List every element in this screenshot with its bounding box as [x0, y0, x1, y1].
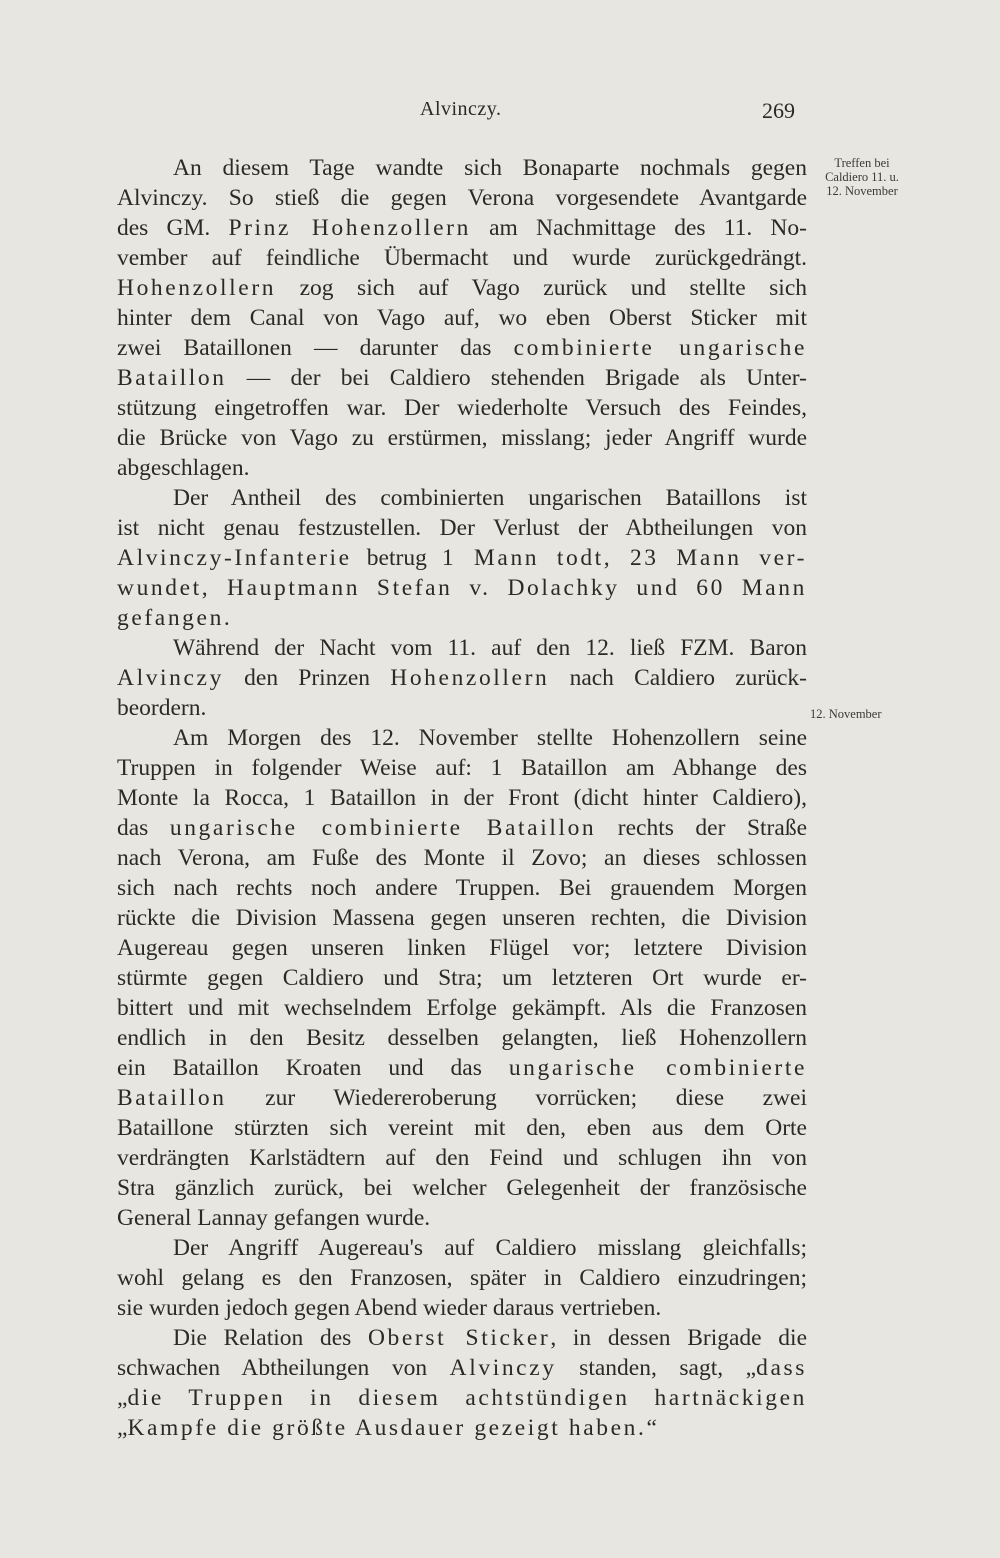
text-segment: , in dessen Brigade die	[550, 1325, 808, 1351]
spaced-text: Alvinczy	[117, 665, 224, 691]
text-line	[117, 813, 807, 843]
text-segment: Truppen in folgender Weise auf: 1 Bataillon am Abhange des	[117, 755, 807, 781]
text-segment: Am Morgen des 12. November stellte Hohenzollern seine	[173, 725, 807, 751]
text-segment: abgeschlagen.	[117, 455, 250, 481]
text-segment: Stra gänzlich zurück, bei welcher Gelegenheit der französische	[117, 1175, 807, 1201]
text-segment: stützung eingetroffen war. Der wiederholte Versuch des Feindes,	[117, 395, 807, 421]
text-segment: Alvinczy. So stieß die gegen Verona vorgesendete Avantgarde	[117, 185, 807, 211]
text-line	[117, 873, 807, 903]
text-line	[117, 723, 807, 753]
margin-note-november: 12. November	[810, 707, 882, 721]
text-segment: hinter dem Canal von Vago auf, wo eben Oberst Sticker mit	[117, 305, 807, 331]
text-segment: schwachen Abtheilungen von	[117, 1355, 450, 1381]
text-line	[117, 1353, 807, 1383]
text-line	[117, 1293, 807, 1323]
text-line	[117, 1383, 807, 1413]
text-line	[117, 603, 807, 633]
text-line	[117, 1323, 807, 1353]
text-line	[117, 1113, 807, 1143]
text-line	[117, 783, 807, 813]
text-line	[117, 933, 807, 963]
margin-note-line: Treffen bei	[834, 156, 890, 170]
text-segment: bittert und mit wechselndem Erfolge gekämpft. Als die Franzosen	[117, 995, 807, 1021]
spaced-text: Oberst Sticker	[367, 1325, 551, 1351]
text-line	[117, 1053, 807, 1083]
spaced-text: wundet, Hauptmann Stefan v. Dolachky und 60 Mann	[117, 575, 807, 601]
spaced-text: ungarische combinierte	[508, 1055, 807, 1081]
text-line	[117, 1263, 807, 1293]
text-segment: betrug	[351, 545, 442, 571]
spaced-text: Bataillon	[117, 365, 227, 391]
text-segment: sie wurden jedoch gegen Abend wieder daraus vertrieben.	[117, 1295, 662, 1321]
margin-note-line: Caldiero 11. u.	[825, 170, 899, 184]
text-segment: rückte die Division Massena gegen unseren rechten, die Division	[117, 905, 807, 931]
text-segment: vember auf feindliche Übermacht und wurde zurückgedrängt.	[117, 245, 807, 271]
text-segment: Der Angriff Augereau's auf Caldiero misslang gleichfalls;	[173, 1235, 807, 1261]
text-line	[117, 393, 807, 423]
spaced-text: Prinz Hohenzollern	[228, 215, 471, 241]
text-segment: am Nachmittage des 11. No-	[470, 215, 807, 241]
text-segment: zog sich auf Vago zurück und stellte sich	[276, 275, 807, 301]
text-segment: Bataillone stürzten sich vereint mit den, eben aus dem Orte	[117, 1115, 807, 1141]
text-segment: das	[117, 815, 170, 841]
text-segment: Der Antheil des combinierten ungarischen Bataillons ist	[173, 485, 807, 511]
text-line	[117, 1203, 807, 1233]
text-line	[117, 513, 807, 543]
text-line	[117, 993, 807, 1023]
text-segment: des GM.	[117, 215, 229, 241]
text-line	[117, 243, 807, 273]
text-line	[117, 1143, 807, 1173]
spaced-text: Alvinczy-Infanterie	[117, 545, 352, 571]
text-segment: rechts der Straße	[596, 815, 807, 841]
text-line	[117, 483, 807, 513]
text-line	[117, 333, 807, 363]
text-line	[117, 543, 807, 573]
text-line	[117, 303, 807, 333]
text-segment: nach Caldiero zurück-	[549, 665, 808, 691]
spaced-text: Hohenzollern	[390, 665, 550, 691]
text-segment: Monte la Rocca, 1 Bataillon in der Front (dicht hinter Caldiero),	[117, 785, 807, 811]
text-segment: die Brücke von Vago zu erstürmen, misslang; jeder Angriff wurde	[117, 425, 807, 451]
page-number: 269	[762, 98, 795, 123]
text-segment: Während der Nacht vom 11. auf den 12. ließ FZM. Baron	[173, 635, 807, 661]
text-segment: verdrängten Karlstädtern auf den Feind und schlugen ihn von	[117, 1145, 807, 1171]
text-segment: zwei Bataillonen — darunter das	[117, 335, 514, 361]
text-segment: ist nicht genau festzustellen. Der Verlust der Abtheilungen von	[117, 515, 807, 541]
spaced-text: 1 Mann todt, 23 Mann ver-	[441, 545, 807, 571]
spaced-text: Alvinczy	[449, 1355, 557, 1381]
spaced-text: combinierte ungarische	[513, 335, 807, 361]
text-line	[117, 1173, 807, 1203]
spaced-text: Bataillon	[117, 1085, 227, 1111]
text-line	[117, 903, 807, 933]
text-segment: — der bei Caldiero stehenden Brigade als Unter-	[226, 365, 807, 391]
running-head: Alvinczy.	[420, 98, 502, 120]
text-line	[117, 693, 807, 723]
text-segment: nach Verona, am Fuße des Monte il Zovo; an dieses schlossen	[117, 845, 807, 871]
text-line	[117, 963, 807, 993]
text-segment: General Lannay gefangen wurde.	[117, 1205, 431, 1231]
text-segment: wohl gelang es den Franzosen, später in Caldiero einzudringen;	[117, 1265, 807, 1291]
spaced-text: gefangen.	[117, 605, 233, 631]
spaced-text: dass	[756, 1355, 807, 1381]
text-line	[117, 633, 807, 663]
text-line	[117, 1233, 807, 1263]
text-line	[117, 363, 807, 393]
text-line	[117, 663, 807, 693]
text-segment: „	[117, 1385, 128, 1411]
text-segment: sich nach rechts noch andere Truppen. Bei grauendem Morgen	[117, 875, 807, 901]
spaced-text: die Truppen in diesem achtstündigen hartnäckigen	[127, 1385, 807, 1411]
margin-note-line: 12. November	[826, 184, 898, 198]
text-line	[117, 1413, 807, 1443]
spaced-text: Kampfe die größte Ausdauer gezeigt haben.	[127, 1415, 647, 1441]
text-line	[117, 183, 807, 213]
spaced-text: ungarische combinierte Bataillon	[169, 815, 597, 841]
text-segment: Die Relation des	[173, 1325, 368, 1351]
text-segment: “	[646, 1415, 657, 1441]
text-line	[117, 1023, 807, 1053]
text-line	[117, 453, 807, 483]
text-segment: stürmte gegen Caldiero und Stra; um letzteren Ort wurde er-	[117, 965, 807, 991]
text-line	[117, 213, 807, 243]
text-line	[117, 153, 807, 183]
text-segment: endlich in den Besitz desselben gelangten, ließ Hohenzollern	[117, 1025, 807, 1051]
text-segment: standen, sagt, „	[556, 1355, 757, 1381]
text-segment: ein Bataillon Kroaten und das	[117, 1055, 509, 1081]
text-segment: „	[117, 1415, 128, 1441]
text-segment: An diesem Tage wandte sich Bonaparte nochmals gegen	[173, 155, 807, 181]
text-line	[117, 423, 807, 453]
margin-note-treffen	[812, 156, 912, 198]
text-line	[117, 843, 807, 873]
text-segment: beordern.	[117, 695, 207, 721]
text-segment: den Prinzen	[223, 665, 391, 691]
text-segment: Augereau gegen unseren linken Flügel vor; letztere Division	[117, 935, 807, 961]
text-line	[117, 1083, 807, 1113]
text-line	[117, 753, 807, 783]
text-segment: zur Wiedereroberung vorrücken; diese zwei	[226, 1085, 807, 1111]
spaced-text: Hohenzollern	[117, 275, 277, 301]
text-line	[117, 573, 807, 603]
body-text	[117, 153, 807, 1443]
text-line	[117, 273, 807, 303]
